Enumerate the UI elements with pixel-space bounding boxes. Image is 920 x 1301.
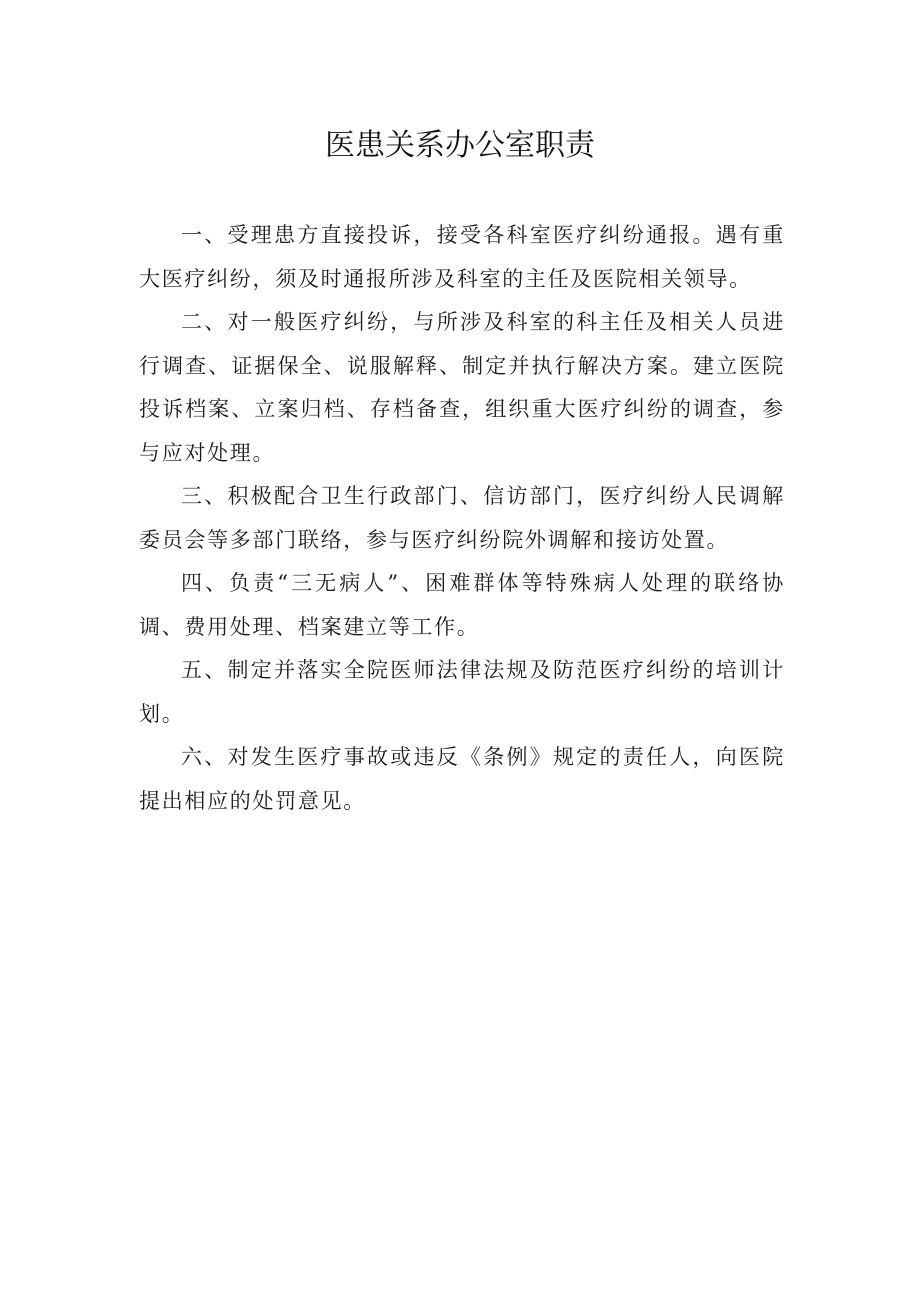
paragraph-3: 三、积极配合卫生行政部门、信访部门，医疗纠纷人民调解委员会等多部门联络，参与医疗纠纷院外调解和接访处置。 (139, 484, 785, 552)
paragraph-4: 四、负责“三无病人”、困难群体等特殊病人处理的联络协调、费用处理、档案建立等工作。 (139, 571, 785, 639)
paragraph-5: 五、制定并落实全院医师法律法规及防范医疗纠纷的培训计划。 (139, 658, 785, 726)
document-body (139, 214, 785, 823)
document-title: 医患关系办公室职责 (325, 128, 595, 163)
paragraph-6: 六、对发生医疗事故或违反《条例》规定的责任人，向医院提出相应的处罚意见。 (139, 745, 785, 813)
paragraph-1: 一、受理患方直接投诉，接受各科室医疗纠纷通报。遇有重大医疗纠纷，须及时通报所涉及科室的主任及医院相关领导。 (139, 223, 785, 291)
paragraph-2: 二、对一般医疗纠纷，与所涉及科室的科主任及相关人员进行调查、证据保全、说服解释、制定并执行解决方案。建立医院投诉档案、立案归档、存档备查，组织重大医疗纠纷的调查，参与应对处理。 (139, 310, 785, 465)
